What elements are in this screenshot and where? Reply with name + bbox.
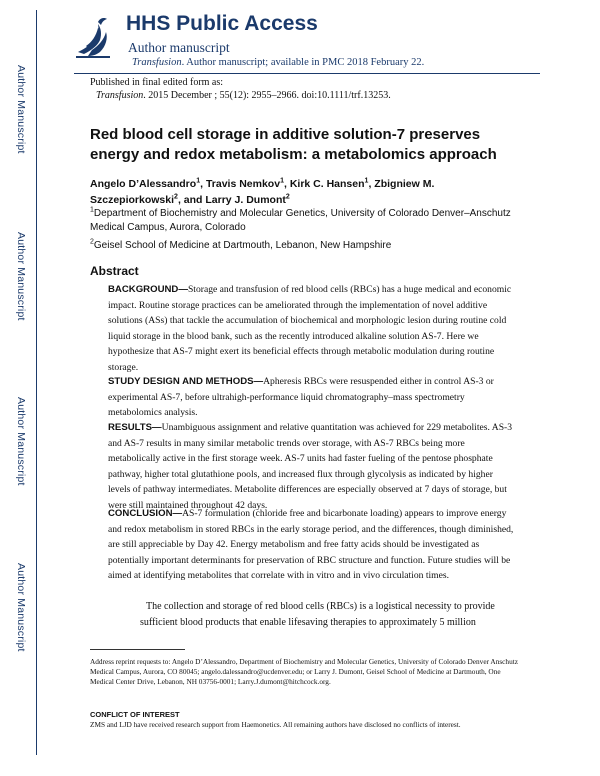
conflict-of-interest-text: ZMS and LJD have received research support from Haemonetics. All remaining authors have disclosed no conflicts of interest. [90, 720, 461, 729]
paper-title: Red blood cell storage in additive solution-7 preserves energy and redox metabolism: a metabolomics approach [90, 126, 497, 163]
author-manuscript-side-label: Author Manuscript [15, 563, 27, 652]
abstract-background: BACKGROUND—Storage and transfusion of red blood cells (RBCs) has a huge medical and economic impact. Routine storage practices can be ameliorated through the implementation of novel additive solutions (ASs) that tackle the accumulation of biochemical and morphologic lesion during routine cold liquid storage in the blood bank, such as the recently introduced alkaline solution AS-7. Here we hypothesize that AS-7 might exert its beneficial effects through metabolic modulation during routine storage. [108, 284, 512, 373]
author: Kirk C. Hansen$^1$, [289, 177, 375, 190]
availability-text: . Author manuscript; available in PMC 2018 February 22. [181, 57, 425, 68]
abstract-results: RESULTS—Unambiguous assignment and relative quantitation was achieved for 229 metabolites. AS-3 and AS-7 results in many similar metabolic trends over storage, with AS-7 RBCs being more metabolically active in the first storage week. AS-7 units had faster fueling of the pentose phosphate pathway, higher total glutathione pools, and increased flux through glycolysis as indicated by higher levels of pathway intermediates. Metabolite differences are especially observed at 7 days of storage, but were still maintained throughout 42 days. [108, 422, 513, 511]
journal-name: Transfusion [132, 57, 182, 68]
affiliation: $^2$Geisel School of Medicine at Dartmouth, Lebanon, New Hampshire [90, 238, 392, 251]
abstract-study-design: STUDY DESIGN AND METHODS—Apheresis RBCs were resuspended either in control AS-3 or experimental AS-7, before ultrahigh-performance liquid chromatography–mass spectrometry metabolomics analysis. [108, 376, 494, 419]
citation-journal: Transfusion [96, 90, 144, 101]
reprint-request-footnote: Address reprint requests to: Angelo D’Alessandro, Department of Biochemistry and Molecular Genetics, University of Colorado Denver Anschutz Medical Campus, Aurora, CO 80045; angelo.dalessandro@ucdenver.edu; or Larry J. Dumont, Geisel School of Medicine at Dartmouth, One Medical Center Drive, Lebanon, NH 03756-0001; Larry.J.dumont@hitchcock.org. [90, 657, 518, 686]
body-paragraph: The collection and storage of red blood cells (RBCs) is a logistical necessity to provide sufficient blood products that enable lifesaving therapies to approximately 5 million [140, 601, 495, 628]
author-list [90, 176, 520, 208]
author-manuscript-label: Author manuscript [128, 40, 230, 55]
author: Angelo D’Alessandro$^1$, [90, 177, 206, 190]
hhs-eagle-logo-icon [74, 14, 114, 60]
published-in-label: Published in final edited form as: [90, 77, 224, 88]
availability-line [132, 57, 424, 68]
conflict-of-interest-heading: CONFLICT OF INTEREST [90, 710, 180, 719]
citation-line [96, 90, 391, 101]
author: and Larry J. Dumont$^2$ [183, 193, 290, 206]
left-divider [36, 10, 37, 755]
affiliation: $^1$Department of Biochemistry and Molecular Genetics, University of Colorado Denver–Anschutz Medical Campus, Aurora, Colorado [90, 206, 511, 233]
abstract-heading: Abstract [90, 264, 139, 278]
citation-text: . 2015 December ; 55(12): 2955–2966. doi:10.1111/trf.13253. [143, 90, 391, 101]
author: Travis Nemkov$^1$, [205, 177, 290, 190]
hhs-public-access-title: HHS Public Access [126, 12, 318, 35]
footnote-divider [90, 649, 185, 650]
author-manuscript-side-label: Author Manuscript [15, 65, 27, 154]
author-manuscript-side-label: Author Manuscript [15, 397, 27, 486]
author-manuscript-side-label: Author Manuscript [15, 232, 27, 321]
author: Zbigniew M. Szczepiorkowski$^2$, [90, 178, 435, 206]
abstract-conclusion: CONCLUSION—AS-7 formulation (chloride free and bicarbonate loading) appears to improve energy and redox metabolism in stored RBCs in the early storage period, and the differences, though diminished, are still appreciable by Day 42. Energy metabolism and free fatty acids should be investigated as potentially important determinants for preservation of RBC structure and function. Future studies will be aimed at identifying metabolites that correlate with in vitro and in vivo circulation times. [108, 508, 514, 582]
header-divider [74, 73, 540, 74]
